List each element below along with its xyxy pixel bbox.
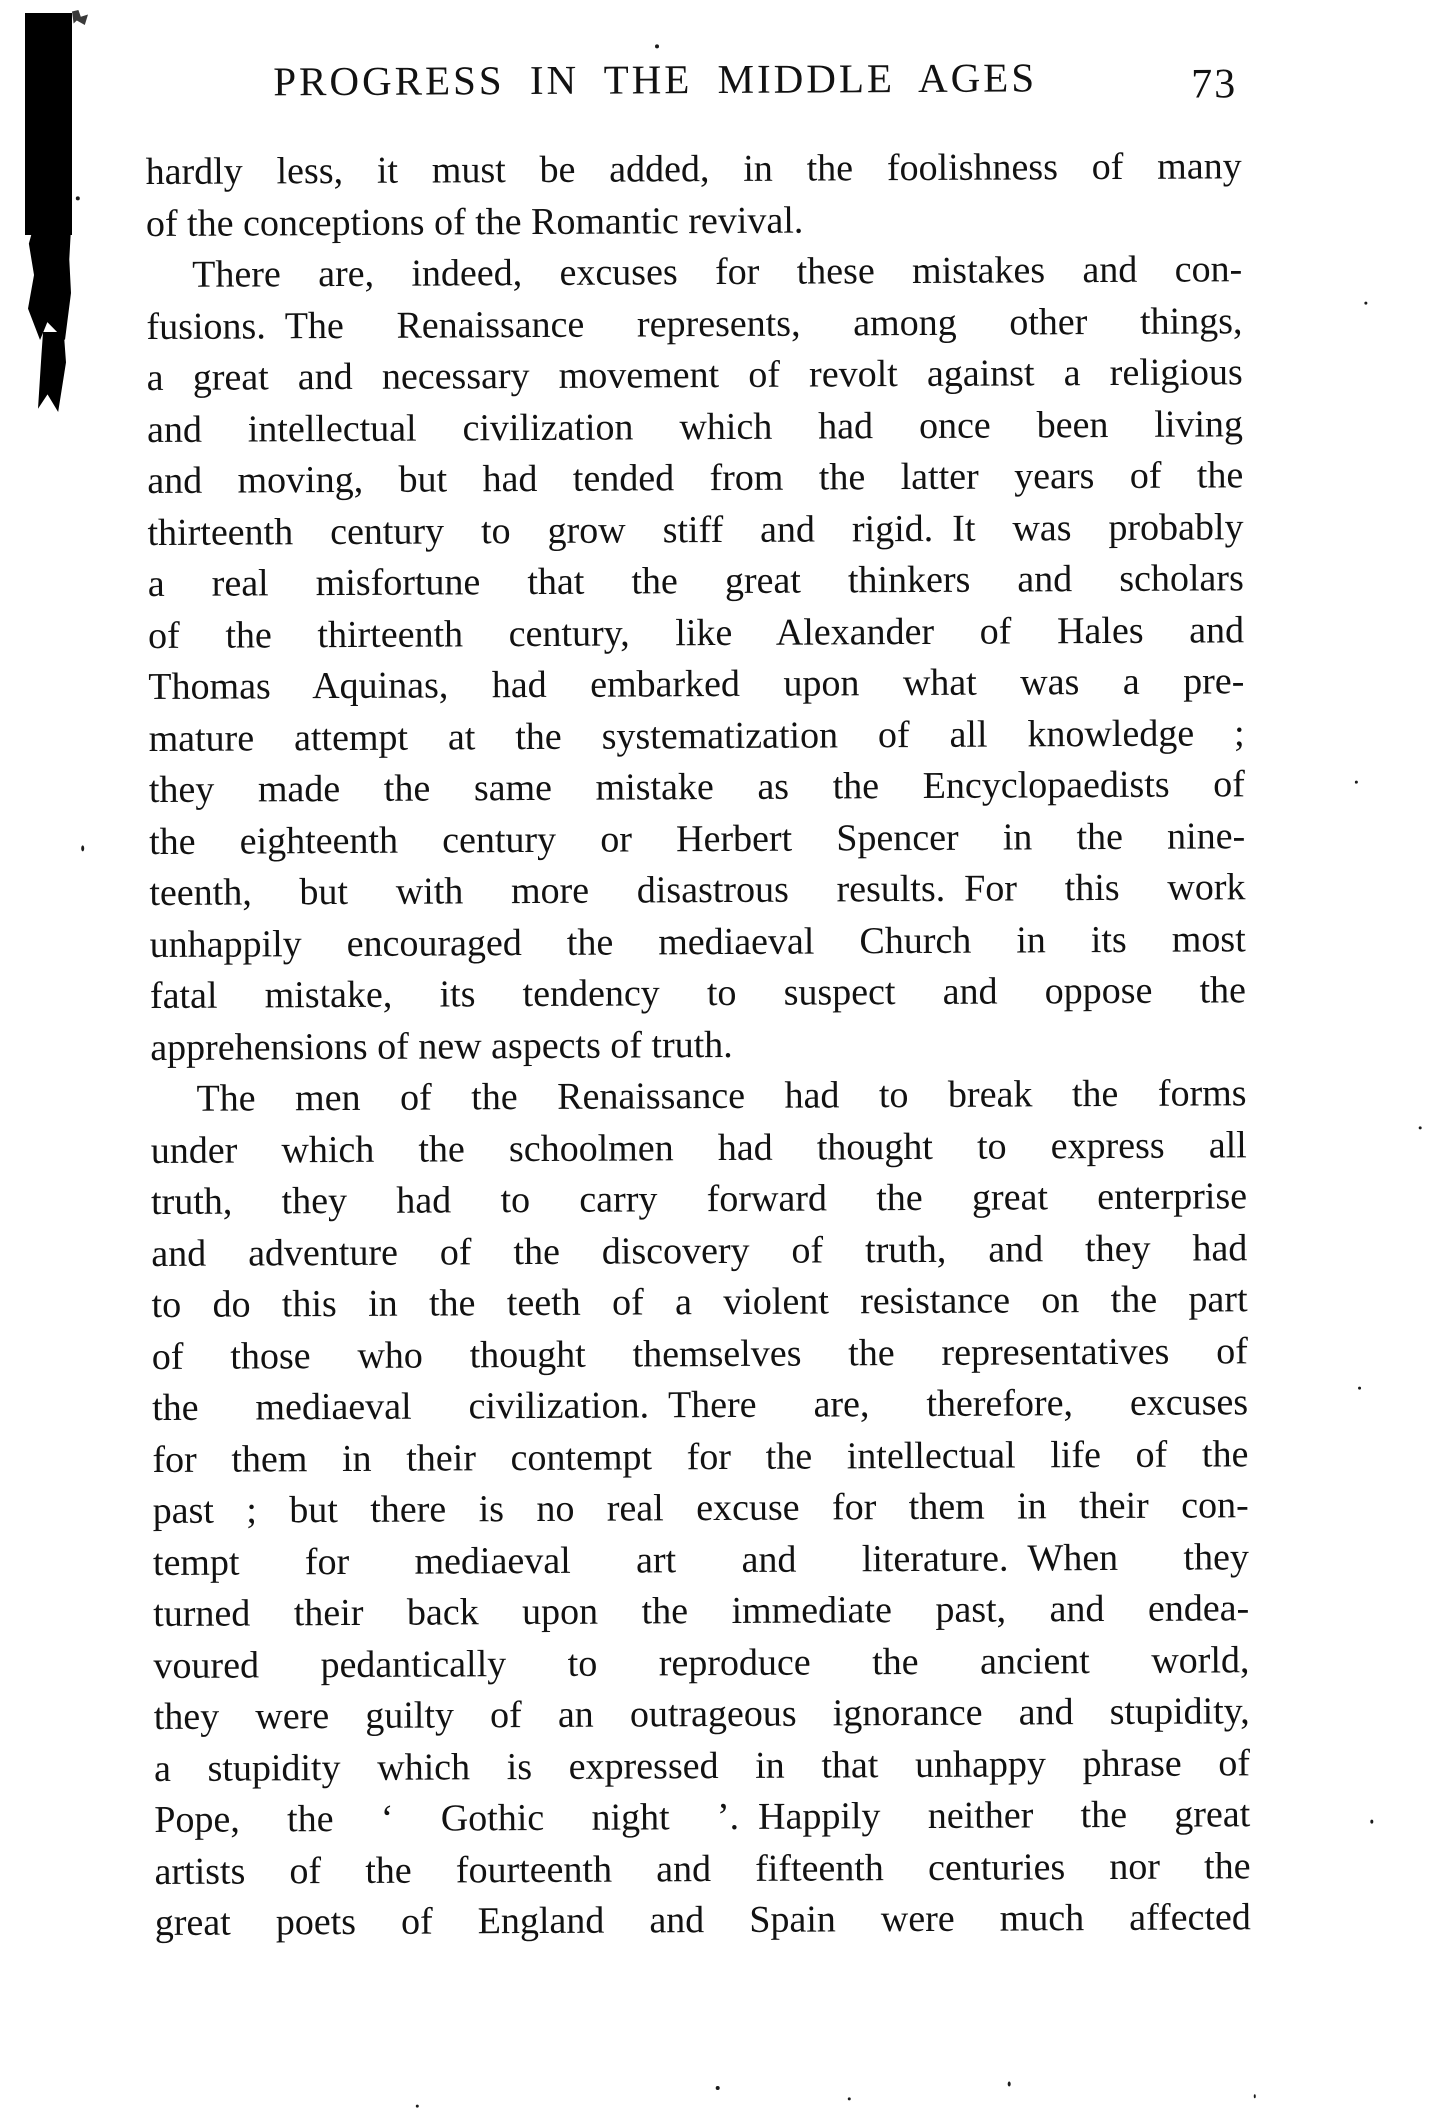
text-line: hardly less, it must be added, in the foolishness of many bbox=[145, 145, 1242, 194]
scan-speck bbox=[1364, 302, 1367, 305]
text-line: a stupidity which is expressed in that unhappy phrase of bbox=[153, 1741, 1251, 1790]
scan-speck bbox=[1355, 781, 1358, 784]
scan-speck bbox=[1370, 1820, 1373, 1824]
running-header-title: PROGRESS IN THE MIDDLE AGES bbox=[273, 54, 1038, 105]
text-column bbox=[146, 141, 1251, 1949]
text-line: fusions. The Renaissance represents, among other things, bbox=[146, 299, 1243, 348]
text-line: tempt for mediaeval art and literature. When they bbox=[152, 1535, 1250, 1584]
scan-speck bbox=[655, 44, 659, 48]
scan-speck bbox=[716, 2086, 720, 2090]
text-line: a great and necessary movement of revolt against a religious bbox=[146, 351, 1243, 400]
text-line: artists of the fourteenth and fifteenth centuries nor the bbox=[154, 1844, 1251, 1893]
text-line: thirteenth century to grow stiff and rigid. It was probably bbox=[147, 505, 1244, 554]
text-line: past ; but there is no real excuse for them in their con- bbox=[152, 1484, 1249, 1532]
scan-speck bbox=[848, 2097, 851, 2100]
text-line: truth, they had to carry forward the great enterprise bbox=[150, 1175, 1248, 1223]
text-line: they made the same mistake as the Encyclopaedists of bbox=[148, 763, 1245, 812]
scan-speck bbox=[1358, 1387, 1361, 1390]
text-line: apprehensions of new aspects of truth. bbox=[150, 1023, 733, 1069]
text-line: the eighteenth century or Herbert Spencer in the nine- bbox=[149, 814, 1246, 863]
scan-speck bbox=[76, 196, 80, 200]
text-line: to do this in the teeth of a violent resistance on the part bbox=[151, 1278, 1248, 1326]
text-line: the mediaeval civilization. There are, therefore, excuses bbox=[152, 1381, 1249, 1429]
text-line: turned their back upon the immediate past, and endea- bbox=[153, 1587, 1250, 1635]
text-line: they were guilty of an outrageous ignorance and stupidity, bbox=[153, 1690, 1250, 1738]
text-line: teenth, but with more disastrous results. For this work bbox=[149, 866, 1246, 915]
text-line: for them in their contempt for the intellectual life of the bbox=[152, 1432, 1249, 1481]
text-line: voured pedantically to reproduce the ancient world, bbox=[153, 1638, 1250, 1687]
scan-speck bbox=[1419, 1126, 1422, 1129]
text-line: and adventure of the discovery of truth, and they had bbox=[151, 1226, 1248, 1275]
scan-speck bbox=[81, 845, 84, 851]
text-line: of the thirteenth century, like Alexander of Hales and bbox=[147, 608, 1245, 657]
text-line: Thomas Aquinas, had embarked upon what was a pre- bbox=[148, 660, 1245, 709]
page-number: 73 bbox=[1191, 61, 1238, 108]
text-line: and intellectual civilization which had once been living bbox=[146, 402, 1244, 451]
text-line: under which the schoolmen had thought to express all bbox=[150, 1123, 1247, 1172]
text-line: unhappily encouraged the mediaeval Church in its most bbox=[149, 917, 1246, 966]
text-line: There are, indeed, excuses for these mistakes and con- bbox=[192, 248, 1243, 296]
text-line: fatal mistake, its tendency to suspect and oppose the bbox=[149, 969, 1247, 1017]
scan-speck bbox=[416, 2105, 419, 2108]
scan-speck bbox=[1254, 2094, 1256, 2098]
text-line: and moving, but had tended from the latter years of the bbox=[147, 454, 1244, 503]
text-line: of the conceptions of the Romantic revival. bbox=[145, 199, 804, 245]
text-line: The men of the Renaissance had to break the forms bbox=[196, 1072, 1247, 1120]
scan-speck bbox=[1008, 2082, 1011, 2087]
text-line: great poets of England and Spain were much affected bbox=[154, 1896, 1251, 1944]
text-line: a real misfortune that the great thinkers and scholars bbox=[147, 557, 1244, 606]
text-line: Pope, the ‘ Gothic night ’. Happily neither the great bbox=[154, 1793, 1251, 1841]
text-line: of those who thought themselves the representatives of bbox=[151, 1329, 1248, 1378]
text-line: mature attempt at the systematization of all knowledge ; bbox=[148, 711, 1245, 760]
